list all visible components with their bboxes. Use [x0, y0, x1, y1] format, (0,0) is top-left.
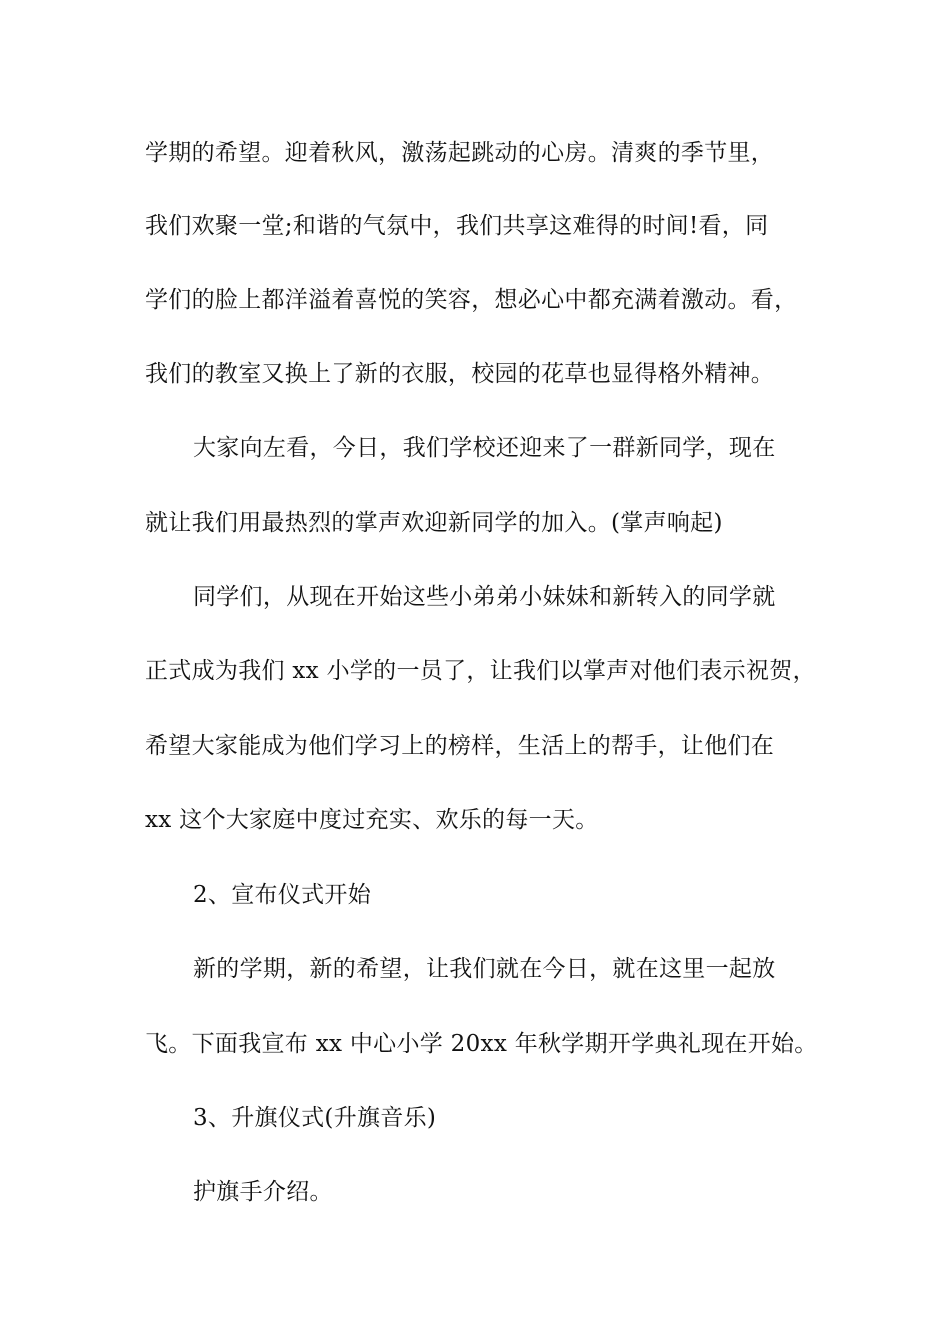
- paragraph-line: 我们的教室又换上了新的衣服，校园的花草也显得格外精神。: [145, 361, 775, 387]
- paragraph-line: 学期的希望。迎着秋风，激荡起跳动的心房。清爽的季节里，: [145, 140, 775, 166]
- paragraph-line: 新的学期，新的希望，让我们就在今日，就在这里一起放: [193, 956, 776, 982]
- paragraph-line: 飞。下面我宣布 xx 中心小学 20xx 年秋学期开学典礼现在开始。: [145, 1031, 818, 1057]
- paragraph-line: 我们欢聚一堂;和谐的气氛中，我们共享这难得的时间!看，同: [145, 213, 769, 239]
- paragraph-line: 同学们，从现在开始这些小弟弟小妹妹和新转入的同学就: [193, 584, 776, 610]
- paragraph-line: 大家向左看，今日，我们学校还迎来了一群新同学，现在: [193, 435, 776, 461]
- section-heading: 2、宣布仪式开始: [193, 882, 372, 908]
- paragraph-line: 护旗手介绍。: [193, 1179, 333, 1205]
- paragraph-line: 希望大家能成为他们学习上的榜样，生活上的帮手，让他们在: [145, 733, 775, 759]
- paragraph-line: xx 这个大家庭中度过充实、欢乐的每一天。: [145, 807, 599, 833]
- paragraph-line: 正式成为我们 xx 小学的一员了，让我们以掌声对他们表示祝贺，: [145, 658, 816, 684]
- section-heading: 3、升旗仪式(升旗音乐): [193, 1105, 437, 1131]
- paragraph-line: 学们的脸上都洋溢着喜悦的笑容，想必心中都充满着激动。看，: [145, 287, 798, 313]
- paragraph-line: 就让我们用最热烈的掌声欢迎新同学的加入。(掌声响起): [145, 510, 723, 536]
